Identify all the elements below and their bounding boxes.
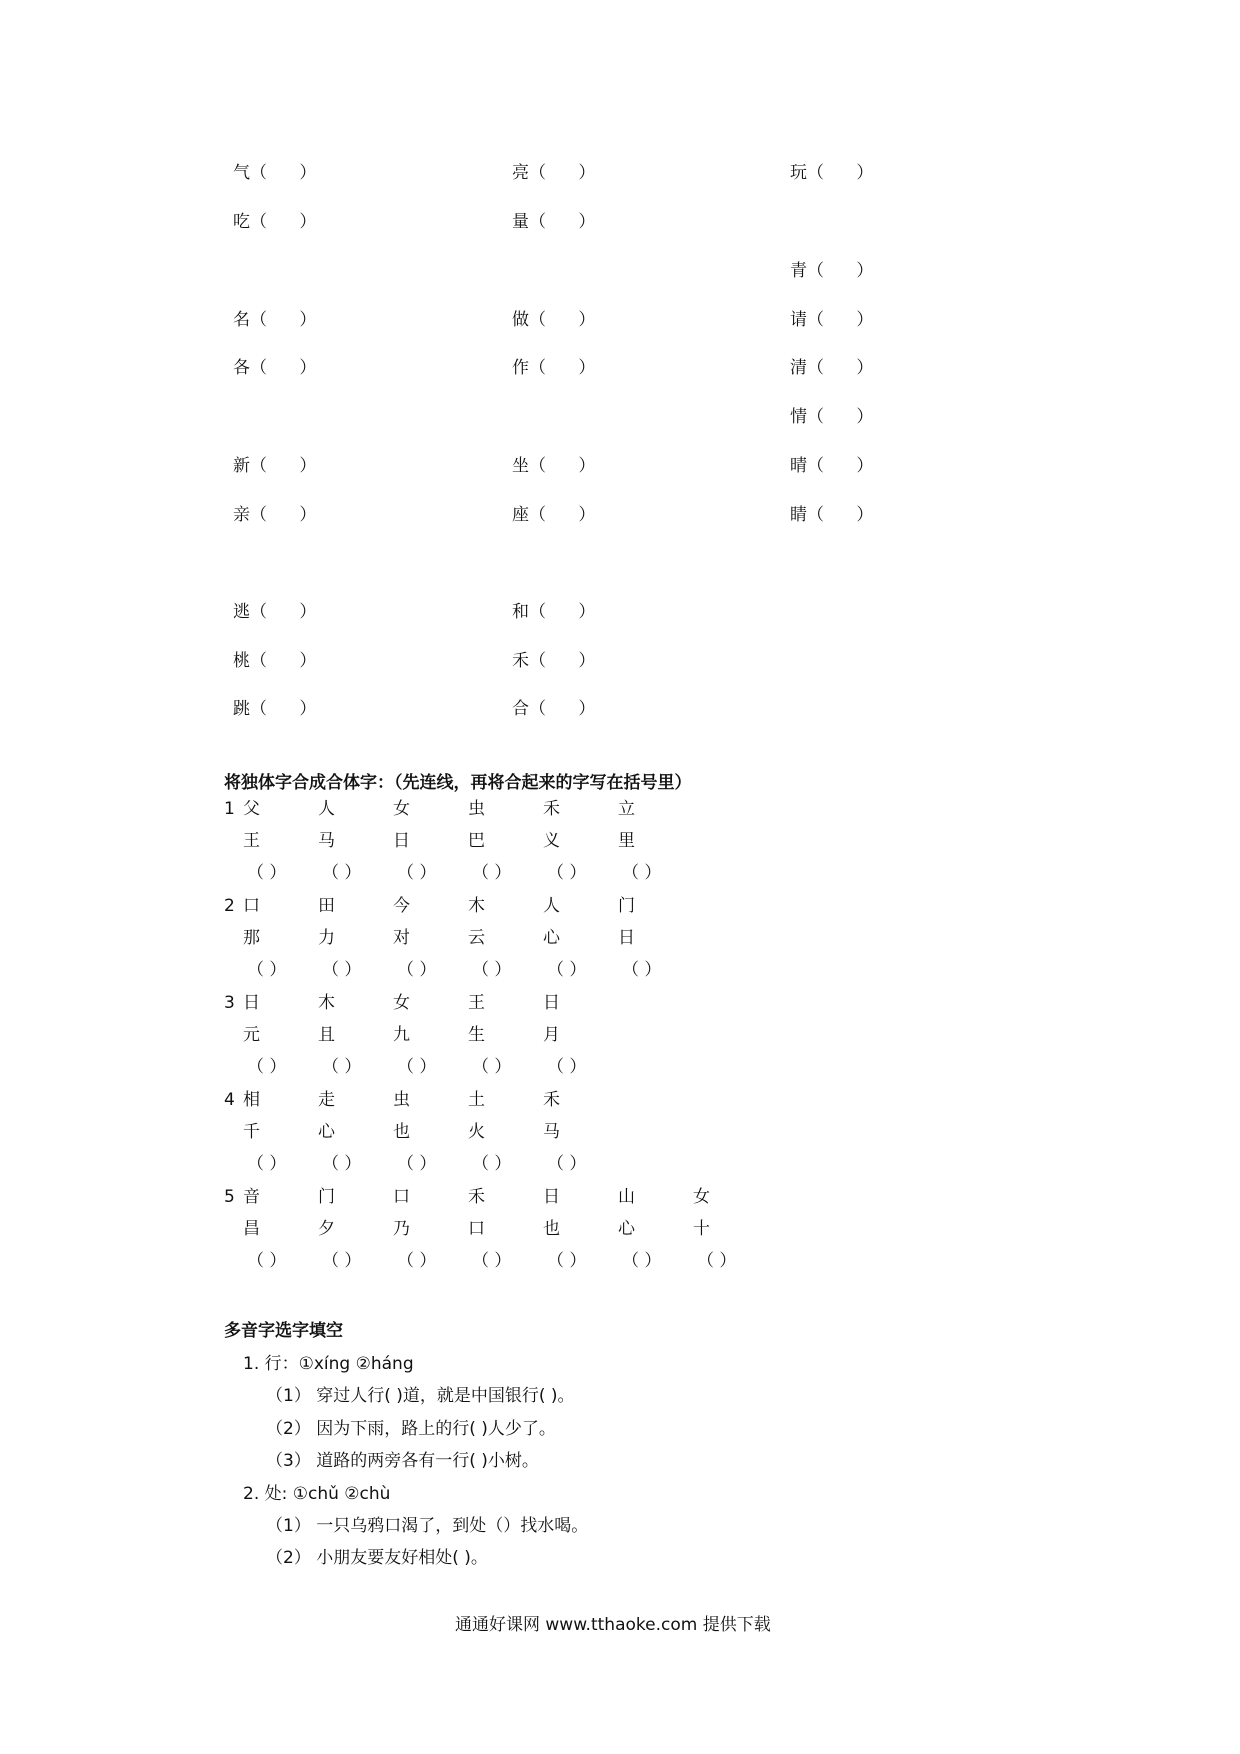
component-character: 且 <box>318 1025 335 1045</box>
component-character: 立 <box>618 799 635 819</box>
component-character: 心 <box>318 1122 335 1142</box>
component-character: 人 <box>318 799 335 819</box>
component-character: 夕 <box>318 1219 335 1239</box>
section3-title: 多音字选字填空 <box>224 1321 343 1341</box>
word-pair: 合（ ） <box>512 699 596 719</box>
component-character: 王 <box>468 993 485 1013</box>
component-character: 女 <box>393 799 410 819</box>
component-character: 日 <box>393 831 410 851</box>
answer-blank: （ ） <box>622 1251 662 1271</box>
component-character: 九 <box>393 1025 410 1045</box>
answer-blank: （ ） <box>622 960 662 980</box>
word-pair: 名（ ） <box>233 310 317 330</box>
component-character: 云 <box>468 928 485 948</box>
component-character: 火 <box>468 1122 485 1142</box>
word-pair: 逃（ ） <box>233 602 317 622</box>
word-pair: 睛（ ） <box>790 505 874 525</box>
question-1-head: 1. 行：①xíng ②háng <box>243 1354 414 1374</box>
component-character: 虫 <box>468 799 485 819</box>
answer-blank: （ ） <box>472 1251 512 1271</box>
word-pair: 桃（ ） <box>233 651 317 671</box>
word-pair: 座（ ） <box>512 505 596 525</box>
answer-blank: （ ） <box>547 1251 587 1271</box>
question-2-item: （2） 小朋友要友好相处( )。 <box>266 1548 488 1568</box>
answer-blank: （ ） <box>547 960 587 980</box>
answer-blank: （ ） <box>247 1154 287 1174</box>
component-character: 乃 <box>393 1219 410 1239</box>
component-character: 相 <box>243 1090 260 1110</box>
component-character: 日 <box>243 993 260 1013</box>
component-character: 音 <box>243 1187 260 1207</box>
word-pair: 各（ ） <box>233 358 317 378</box>
component-character: 心 <box>618 1219 635 1239</box>
component-character: 月 <box>543 1025 560 1045</box>
component-character: 木 <box>318 993 335 1013</box>
component-character: 父 <box>243 799 260 819</box>
question-1-item: （3） 道路的两旁各有一行( )小树。 <box>266 1451 539 1471</box>
component-character: 生 <box>468 1025 485 1045</box>
component-character: 口 <box>393 1187 410 1207</box>
group-number: 2 <box>224 896 235 916</box>
component-character: 也 <box>393 1122 410 1142</box>
component-character: 日 <box>618 928 635 948</box>
component-character: 马 <box>543 1122 560 1142</box>
word-pair: 青（ ） <box>790 261 874 281</box>
component-character: 那 <box>243 928 260 948</box>
answer-blank: （ ） <box>472 960 512 980</box>
answer-blank: （ ） <box>697 1251 737 1271</box>
component-character: 田 <box>318 896 335 916</box>
section2-title: 将独体字合成合体字：（先连线，再将合起来的字写在括号里） <box>224 773 692 793</box>
word-pair: 亲（ ） <box>233 505 317 525</box>
component-character: 巴 <box>468 831 485 851</box>
answer-blank: （ ） <box>397 1154 437 1174</box>
word-pair: 新（ ） <box>233 456 317 476</box>
group-number: 3 <box>224 993 235 1013</box>
component-character: 木 <box>468 896 485 916</box>
answer-blank: （ ） <box>547 863 587 883</box>
word-pair: 禾（ ） <box>512 651 596 671</box>
answer-blank: （ ） <box>247 1057 287 1077</box>
answer-blank: （ ） <box>322 1154 362 1174</box>
answer-blank: （ ） <box>622 863 662 883</box>
component-character: 千 <box>243 1122 260 1142</box>
component-character: 里 <box>618 831 635 851</box>
component-character: 门 <box>618 896 635 916</box>
answer-blank: （ ） <box>397 863 437 883</box>
component-character: 女 <box>393 993 410 1013</box>
word-pair: 作（ ） <box>512 358 596 378</box>
component-character: 义 <box>543 831 560 851</box>
answer-blank: （ ） <box>397 960 437 980</box>
group-number: 1 <box>224 799 235 819</box>
component-character: 元 <box>243 1025 260 1045</box>
answer-blank: （ ） <box>322 863 362 883</box>
component-character: 人 <box>543 896 560 916</box>
group-number: 4 <box>224 1090 235 1110</box>
answer-blank: （ ） <box>322 1057 362 1077</box>
component-character: 日 <box>543 993 560 1013</box>
word-pair: 坐（ ） <box>512 456 596 476</box>
question-1-item: （2） 因为下雨，路上的行( )人少了。 <box>266 1419 556 1439</box>
answer-blank: （ ） <box>547 1154 587 1174</box>
footer-credit: 通通好课网 www.tthaoke.com 提供下载 <box>455 1615 771 1635</box>
answer-blank: （ ） <box>472 1057 512 1077</box>
question-2-item: （1） 一只乌鸦口渴了，到处（）找水喝。 <box>266 1516 589 1536</box>
word-pair: 和（ ） <box>512 602 596 622</box>
component-character: 禾 <box>468 1187 485 1207</box>
question-2-head: 2. 处: ①chǔ ②chù <box>243 1484 391 1504</box>
component-character: 土 <box>468 1090 485 1110</box>
component-character: 山 <box>618 1187 635 1207</box>
word-pair: 晴（ ） <box>790 456 874 476</box>
word-pair: 气（ ） <box>233 163 317 183</box>
answer-blank: （ ） <box>322 960 362 980</box>
component-character: 昌 <box>243 1219 260 1239</box>
group-number: 5 <box>224 1187 235 1207</box>
word-pair: 情（ ） <box>790 407 874 427</box>
answer-blank: （ ） <box>322 1251 362 1271</box>
answer-blank: （ ） <box>397 1251 437 1271</box>
component-character: 王 <box>243 831 260 851</box>
component-character: 女 <box>693 1187 710 1207</box>
answer-blank: （ ） <box>397 1057 437 1077</box>
component-character: 禾 <box>543 1090 560 1110</box>
component-character: 日 <box>543 1187 560 1207</box>
component-character: 今 <box>393 896 410 916</box>
word-pair: 亮（ ） <box>512 163 596 183</box>
answer-blank: （ ） <box>247 1251 287 1271</box>
component-character: 走 <box>318 1090 335 1110</box>
answer-blank: （ ） <box>547 1057 587 1077</box>
component-character: 门 <box>318 1187 335 1207</box>
component-character: 也 <box>543 1219 560 1239</box>
component-character: 心 <box>543 928 560 948</box>
component-character: 马 <box>318 831 335 851</box>
word-pair: 吃（ ） <box>233 212 317 232</box>
word-pair: 请（ ） <box>790 310 874 330</box>
component-character: 十 <box>693 1219 710 1239</box>
answer-blank: （ ） <box>247 960 287 980</box>
component-character: 力 <box>318 928 335 948</box>
component-character: 对 <box>393 928 410 948</box>
question-1-item: （1） 穿过人行( )道，就是中国银行( )。 <box>266 1386 575 1406</box>
component-character: 禾 <box>543 799 560 819</box>
component-character: 虫 <box>393 1090 410 1110</box>
answer-blank: （ ） <box>247 863 287 883</box>
word-pair: 跳（ ） <box>233 699 317 719</box>
component-character: 口 <box>243 896 260 916</box>
word-pair: 做（ ） <box>512 310 596 330</box>
word-pair: 量（ ） <box>512 212 596 232</box>
answer-blank: （ ） <box>472 1154 512 1174</box>
word-pair: 清（ ） <box>790 358 874 378</box>
answer-blank: （ ） <box>472 863 512 883</box>
component-character: 口 <box>468 1219 485 1239</box>
word-pair: 玩（ ） <box>790 163 874 183</box>
